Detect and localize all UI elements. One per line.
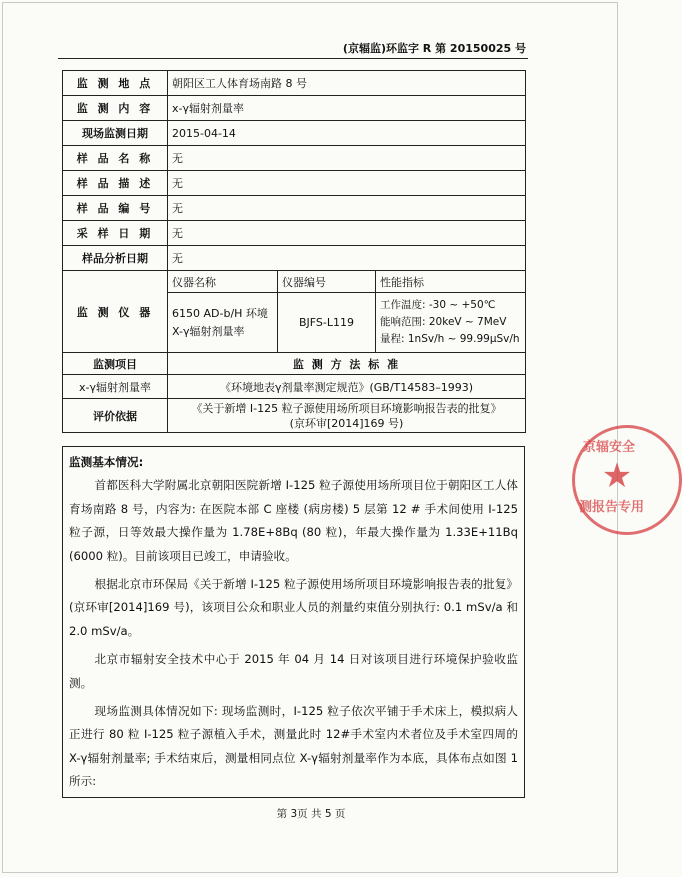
- instrument-spec-header: 性能指标: [376, 271, 526, 293]
- info-row: [63, 146, 526, 171]
- monitoring-info-table: [62, 70, 526, 433]
- method-row-label: x-γ辐射剂量率: [63, 375, 168, 399]
- info-row-value: 无: [168, 196, 526, 221]
- info-row: [63, 71, 526, 96]
- instrument-name-line2: X-γ辐射剂量率: [172, 324, 245, 338]
- info-row-label: 监 测 地 点: [63, 71, 168, 96]
- method-row-value: 《环境地表γ剂量率测定规范》(GB/T14583–1993): [168, 375, 526, 399]
- summary-paragraph-1: 首都医科大学附属北京朝阳医院新增 I-125 粒子源使用场所项目位于朝阳区工人体育场南路 8 号，内容为: 在医院本部 C 座楼 (病房楼) 5 层第 12 # 手术间使用 I-125 粒子源，日等效最大操作量为 1.78E+8Bq (80 粒)，年最大操作量为 1.33E+11Bq (6000 粒)。目前该项目已竣工，申请验收。: [69, 478, 518, 563]
- instrument-header-row: [63, 271, 526, 293]
- monitoring-summary: [62, 446, 525, 798]
- seal-bottom-text: 测报告专用: [579, 500, 645, 515]
- instrument-label: 监 测 仪 器: [63, 271, 168, 353]
- info-row-value: 无: [168, 146, 526, 171]
- info-row: [63, 246, 526, 271]
- spec-measure-range: 量程: 1nSv/h ~ 99.99μSv/h: [380, 333, 520, 345]
- info-row-label: 样 品 描 述: [63, 171, 168, 196]
- info-row-label: 样品分析日期: [63, 246, 168, 271]
- info-row: [63, 196, 526, 221]
- method-row: [63, 375, 526, 399]
- method-header-row: [63, 353, 526, 375]
- spec-energy-range: 能响范围: 20keV ~ 7MeV: [380, 316, 507, 328]
- info-row-label: 采 样 日 期: [63, 221, 168, 246]
- info-row-label: 样 品 名 称: [63, 146, 168, 171]
- info-row: [63, 121, 526, 146]
- basis-row: [63, 399, 526, 433]
- info-row: [63, 221, 526, 246]
- seal-top-text: 京辐安全: [583, 440, 636, 455]
- info-row-value: x-γ辐射剂量率: [168, 96, 526, 121]
- basis-label: 评价依据: [63, 399, 168, 433]
- method-header-label: 监测项目: [63, 353, 168, 375]
- summary-paragraph-2: 根据北京市环保局《关于新增 I-125 粒子源使用场所项目环境影响报告表的批复》(京环审[2014]169 号)，该项目公众和职业人员的剂量约束值分别执行: 0.1 mSv/a 和 2.0 mSv/a。: [69, 577, 518, 638]
- header-rule: [58, 58, 528, 59]
- seal-star-icon: ★: [601, 456, 633, 496]
- info-row: [63, 96, 526, 121]
- info-row-label: 样 品 编 号: [63, 196, 168, 221]
- instrument-name: [168, 293, 278, 353]
- official-seal: [572, 425, 682, 535]
- page-number: 第 3页 共 5 页: [276, 808, 346, 820]
- info-row-value: 2015-04-14: [168, 121, 526, 146]
- summary-paragraph-3: 北京市辐射安全技术中心于 2015 年 04 月 14 日对该项目进行环境保护验收监测。: [69, 652, 518, 690]
- method-header-value: 监 测 方 法 标 准: [168, 353, 526, 375]
- info-row-value: 无: [168, 221, 526, 246]
- instrument-id: BJFS-L119: [278, 293, 376, 353]
- info-row-value: 无: [168, 171, 526, 196]
- info-row-value: 无: [168, 246, 526, 271]
- instrument-spec: [376, 293, 526, 353]
- info-row-label: 现场监测日期: [63, 121, 168, 146]
- document-number: (京辐监)环监字 R 第 20150025 号: [342, 42, 526, 55]
- basis-value-line2: (京环审[2014]169 号): [289, 416, 404, 430]
- info-row: [63, 171, 526, 196]
- basis-value: [168, 399, 526, 433]
- instrument-id-header: 仪器编号: [278, 271, 376, 293]
- info-row-label: 监 测 内 容: [63, 96, 168, 121]
- instrument-name-header: 仪器名称: [168, 271, 278, 293]
- spec-temperature: 工作温度: -30 ~ +50℃: [380, 299, 496, 311]
- summary-paragraph-4: 现场监测具体情况如下: 现场监测时，I-125 粒子依次平铺于手术床上，模拟病人正进行 80 粒 I-125 粒子源植入手术，测量此时 12#手术室内术者位及手术室四周的 X-γ辐射剂量率; 手术结束后，测量相同点位 X-γ辐射剂量率作为本底，具体布点如图 1 所示:: [69, 704, 518, 789]
- basis-value-line1: 《关于新增 I-125 粒子源使用场所项目环境影响报告表的批复》: [191, 401, 502, 415]
- info-row-value: 朝阳区工人体育场南路 8 号: [168, 71, 526, 96]
- instrument-name-line1: 6150 AD-b/H 环境: [172, 306, 268, 320]
- summary-heading: 监测基本情况:: [69, 455, 144, 469]
